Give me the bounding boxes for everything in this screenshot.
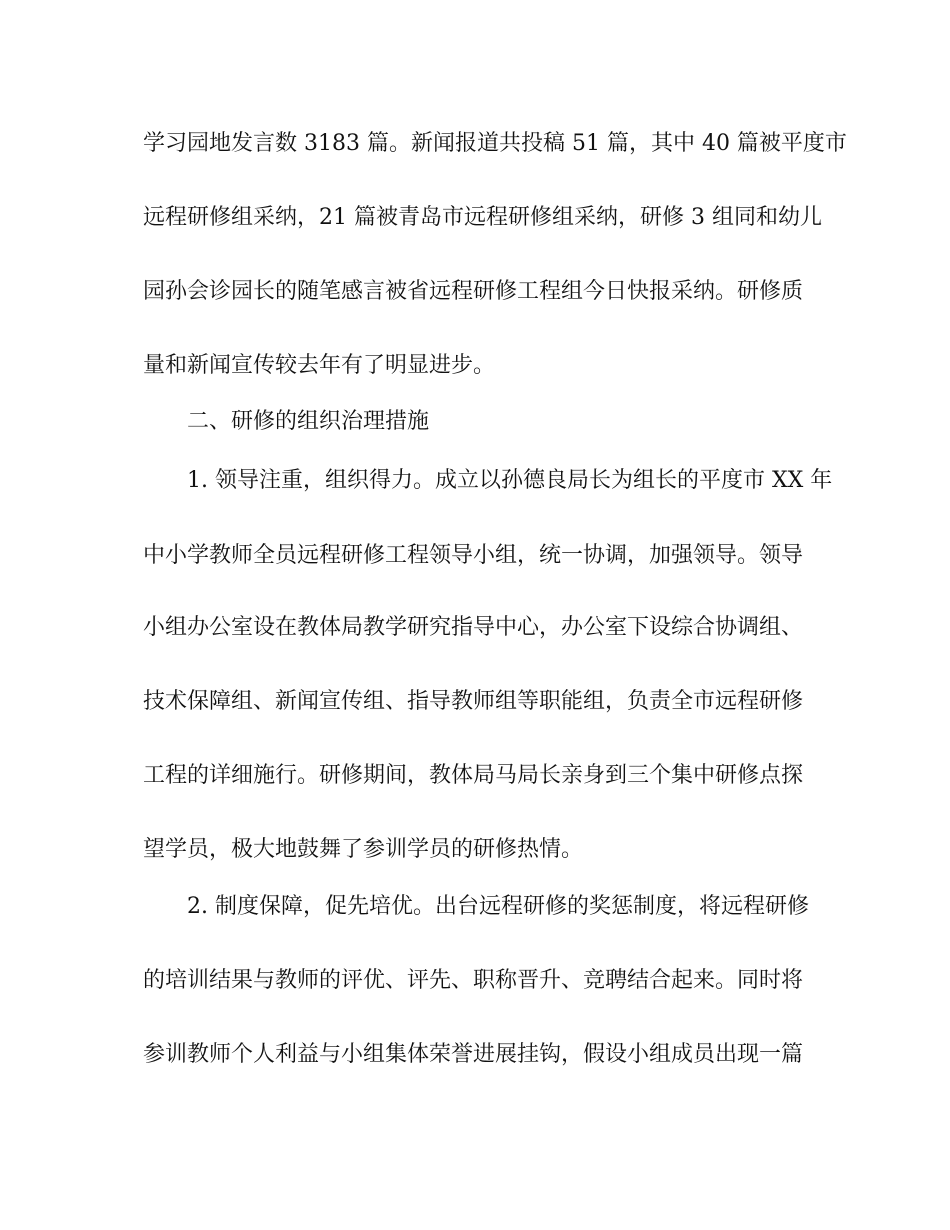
- body-text-line: 的培训结果与教师的评优、评先、职称晋升、竞聘结合起来。同时将: [143, 968, 804, 993]
- section-heading: 二、研修的组织治理措施: [187, 409, 430, 434]
- body-text-line: 工程的详细施行。研修期间，教体局马局长亲身到三个集中研修点探: [143, 763, 804, 788]
- body-text-line: 园孙会诊园长的随笔感言被省远程研修工程组今日快报采纳。研修质: [143, 279, 804, 304]
- body-text-line: 学习园地发言数 3183 篇。新闻报道共投稿 51 篇，其中 40 篇被平度市: [143, 131, 847, 156]
- body-text-line: 技术保障组、新闻宣传组、指导教师组等职能组，负责全市远程研修: [143, 689, 804, 714]
- body-text-line: 量和新闻宣传较去年有了明显进步。: [143, 353, 496, 378]
- body-text-line: 2. 制度保障，促先培优。出台远程研修的奖惩制度，将远程研修: [187, 894, 809, 919]
- body-text-line: 参训教师个人利益与小组集体荣誉进展挂钩，假设小组成员出现一篇: [143, 1042, 804, 1067]
- body-text-line: 1. 领导注重，组织得力。成立以孙德良局长为组长的平度市 XX 年: [187, 468, 833, 493]
- body-text-line: 望学员，极大地鼓舞了参训学员的研修热情。: [143, 837, 584, 862]
- body-text-line: 小组办公室设在教体局教学研究指导中心，办公室下设综合协调组、: [143, 615, 804, 640]
- body-text-line: 中小学教师全员远程研修工程领导小组，统一协调，加强领导。领导: [143, 543, 804, 568]
- body-text-line: 远程研修组采纳，21 篇被青岛市远程研修组采纳，研修 3 组同和幼儿: [143, 205, 822, 230]
